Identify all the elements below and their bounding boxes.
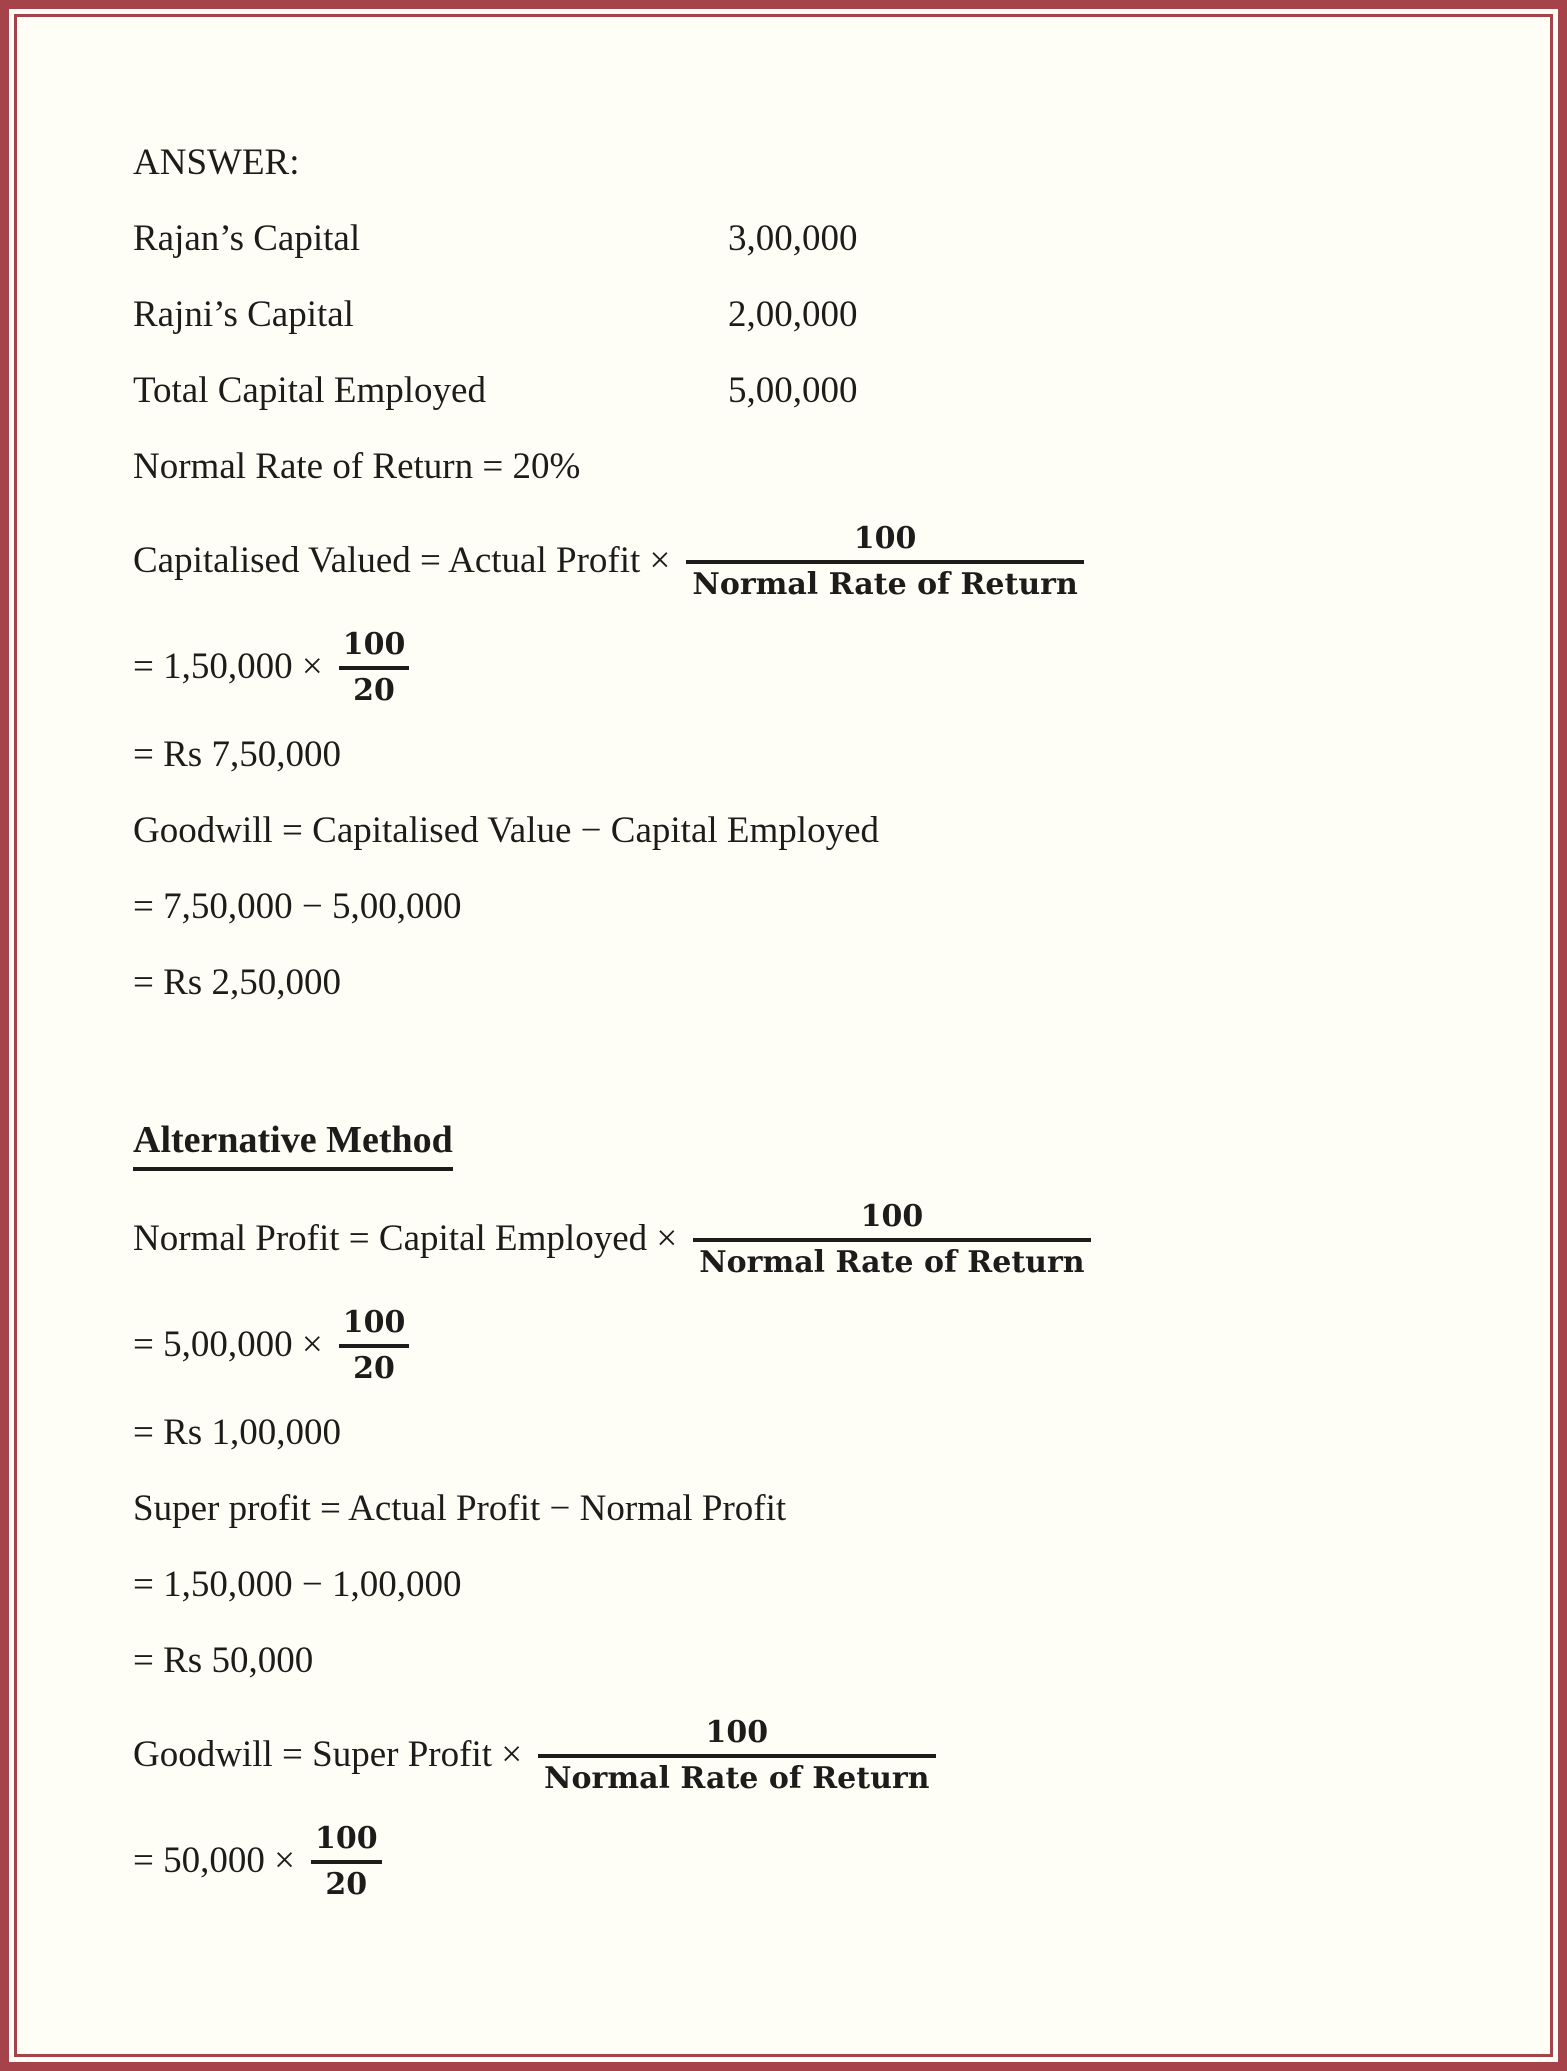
fraction-bar (686, 560, 1083, 564)
capitalised-value-formula (133, 504, 1490, 616)
fraction-100-over-20 (339, 1306, 410, 1387)
fraction-denominator: 20 (353, 673, 395, 708)
result-text: = Rs 50,000 (133, 1639, 314, 1681)
formula-prefix: Normal Profit = Capital Employed × (133, 1217, 678, 1259)
fraction-denominator: Normal Rate of Return (699, 1245, 1085, 1280)
fraction-100-over-20 (311, 1822, 382, 1903)
fraction-bar (339, 666, 410, 670)
calc-prefix: = 5,00,000 × (133, 1323, 323, 1365)
capitalised-value-calc (133, 616, 1490, 716)
fraction-100-over-20 (339, 628, 410, 709)
fraction-numerator: 100 (314, 1820, 378, 1856)
alternative-method-title: Alternative Method (133, 1118, 453, 1171)
document-page (14, 14, 1553, 2057)
fraction-denominator: 20 (353, 1351, 395, 1386)
capital-row-label: Total Capital Employed (133, 369, 486, 411)
frame-inner-gap (9, 9, 1558, 2062)
calc-text: = 1,50,000 − 1,00,000 (133, 1563, 462, 1605)
capital-row-value: 5,00,000 (728, 369, 858, 411)
result-text: = Rs 7,50,000 (133, 733, 341, 775)
fraction-100-over-normal-rate (538, 1716, 935, 1797)
calc-prefix: = 50,000 × (133, 1839, 295, 1881)
goodwill-formula (133, 792, 1490, 868)
capital-row-label: Rajan’s Capital (133, 217, 361, 259)
calc-prefix: = 1,50,000 × (133, 645, 323, 687)
formula-text: Super profit = Actual Profit − Normal Profit (133, 1487, 787, 1529)
fraction-100-over-normal-rate (693, 1200, 1090, 1281)
capital-row-rajan (133, 200, 1490, 276)
formula-prefix: Goodwill = Super Profit × (133, 1733, 523, 1775)
fraction-bar (339, 1344, 410, 1348)
fraction-denominator: Normal Rate of Return (544, 1761, 930, 1796)
result-text: = Rs 2,50,000 (133, 961, 341, 1003)
capital-row-value: 2,00,000 (728, 293, 858, 335)
goodwill-super-profit-formula (133, 1698, 1490, 1810)
capital-row-label: Rajni’s Capital (133, 293, 354, 335)
result-text: = Rs 1,00,000 (133, 1411, 341, 1453)
capitalised-value-result (133, 716, 1490, 792)
normal-profit-formula (133, 1182, 1490, 1294)
fraction-denominator: Normal Rate of Return (692, 567, 1078, 602)
fraction-numerator: 100 (860, 1198, 924, 1234)
normal-profit-result (133, 1394, 1490, 1470)
super-profit-calc (133, 1546, 1490, 1622)
fraction-denominator: 20 (325, 1867, 368, 1902)
normal-rate-text: Normal Rate of Return = 20% (133, 445, 581, 487)
fraction-numerator: 100 (853, 520, 917, 556)
fraction-bar (538, 1754, 935, 1758)
formula-text: Goodwill = Capitalised Value − Capital Employed (133, 809, 879, 851)
fraction-bar (311, 1860, 382, 1864)
alternative-method-heading (133, 1106, 1490, 1182)
capital-row-rajni (133, 276, 1490, 352)
goodwill-calc (133, 868, 1490, 944)
capital-row-value: 3,00,000 (728, 217, 858, 259)
fraction-bar (693, 1238, 1090, 1242)
super-profit-formula (133, 1470, 1490, 1546)
calc-text: = 7,50,000 − 5,00,000 (133, 885, 462, 927)
fraction-100-over-normal-rate (686, 522, 1083, 603)
answer-heading-text: ANSWER: (133, 141, 300, 183)
super-profit-result (133, 1622, 1490, 1698)
goodwill-final-calc (133, 1810, 1490, 1910)
fraction-numerator: 100 (705, 1714, 769, 1750)
formula-prefix: Capitalised Valued = Actual Profit × (133, 539, 671, 581)
normal-rate-line (133, 428, 1490, 504)
section-gap (133, 1020, 1490, 1106)
fraction-numerator: 100 (342, 1304, 406, 1340)
capital-row-total (133, 352, 1490, 428)
goodwill-result (133, 944, 1490, 1020)
answer-heading (133, 124, 1490, 200)
normal-profit-calc (133, 1294, 1490, 1394)
fraction-numerator: 100 (342, 626, 406, 662)
